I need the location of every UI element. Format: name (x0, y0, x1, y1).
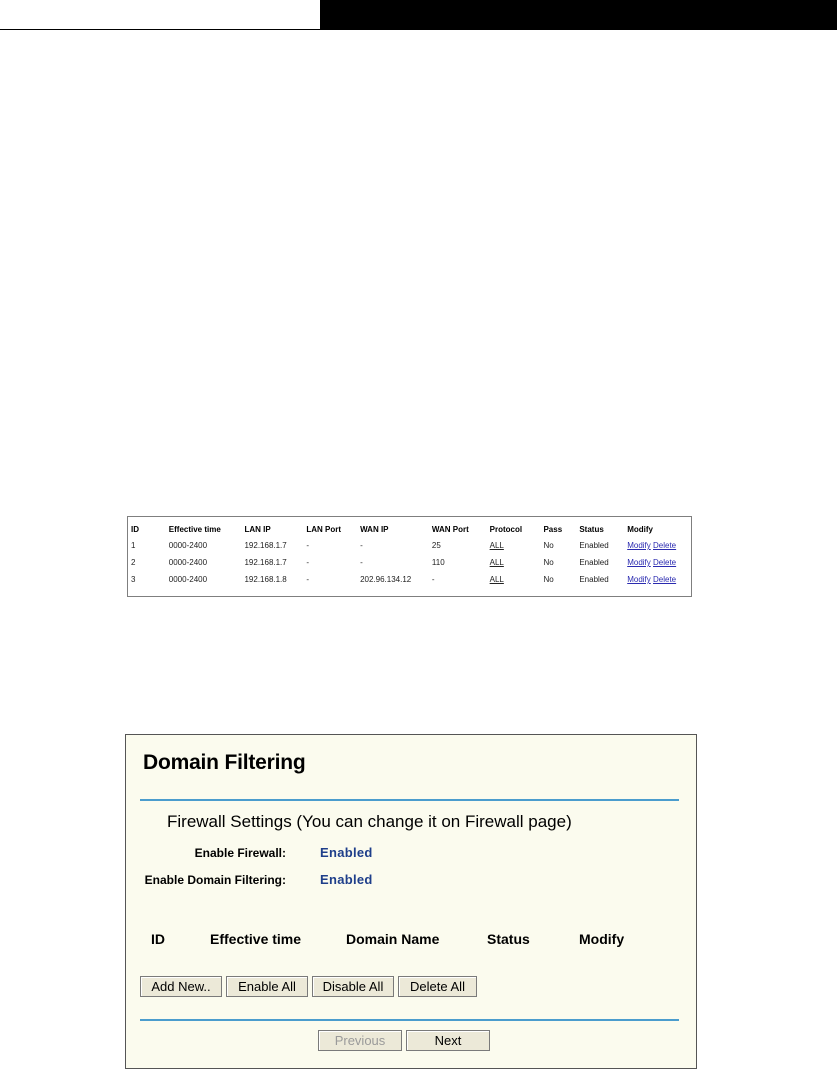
header-divider (0, 29, 837, 30)
cell-lan-ip: 192.168.1.8 (244, 575, 287, 584)
page-title: Domain Filtering (143, 751, 306, 774)
enable-domain-filtering-value: Enabled (320, 872, 373, 887)
cell-wan-port: - (431, 575, 435, 584)
top-divider (140, 799, 679, 801)
delete-link[interactable]: Delete (653, 575, 677, 584)
cell-effective-time: 0000-2400 (168, 575, 208, 584)
cell-protocol: ALL (489, 558, 504, 567)
col-header-effective-time: Effective time (168, 525, 221, 534)
modify-link[interactable]: Modify (627, 541, 651, 550)
cell-wan-port: 110 (431, 558, 445, 567)
modify-link[interactable]: Modify (627, 575, 651, 584)
table-row (131, 571, 691, 588)
cell-modify (627, 554, 691, 571)
enable-all-button[interactable]: Enable All (226, 976, 308, 997)
col-header-modify: Modify (579, 931, 625, 947)
col-header-domain-name: Domain Name (346, 931, 440, 947)
col-header-pass: Pass (543, 525, 563, 534)
section-title: Firewall Settings (You can change it on Firewall page) (167, 812, 572, 831)
col-header-effective-time: Effective time (210, 931, 302, 947)
rules-table-figure (127, 516, 692, 597)
cell-effective-time: 0000-2400 (168, 541, 208, 550)
col-header-lan-ip: LAN IP (244, 525, 271, 534)
cell-status: Enabled (579, 558, 609, 567)
cell-id: 2 (131, 558, 136, 567)
cell-pass: No (543, 541, 554, 550)
cell-protocol: ALL (489, 575, 504, 584)
col-header-status: Status (579, 525, 604, 534)
domain-filtering-panel (125, 734, 697, 1069)
delete-link[interactable]: Delete (653, 558, 677, 567)
enable-firewall-value: Enabled (320, 845, 373, 860)
cell-wan-ip: - (360, 558, 363, 567)
add-new-button[interactable]: Add New.. (140, 976, 222, 997)
enable-domain-filtering-label: Enable Domain Filtering: (144, 873, 286, 887)
col-header-status: Status (487, 931, 530, 947)
cell-pass: No (543, 558, 554, 567)
col-header-id: ID (131, 525, 139, 534)
header-bar (320, 0, 837, 29)
cell-id: 3 (131, 575, 136, 584)
cell-wan-port: 25 (431, 541, 441, 550)
table-row (131, 554, 691, 571)
cell-lan-port: - (306, 558, 309, 567)
table-row (131, 537, 691, 554)
cell-pass: No (543, 575, 554, 584)
cell-status: Enabled (579, 575, 609, 584)
cell-lan-port: - (306, 575, 309, 584)
next-button[interactable]: Next (406, 1030, 490, 1051)
delete-all-button[interactable]: Delete All (398, 976, 477, 997)
cell-status: Enabled (579, 541, 609, 550)
col-header-modify: Modify (627, 525, 653, 534)
col-header-protocol: Protocol (489, 525, 523, 534)
col-header-wan-port: WAN Port (431, 525, 469, 534)
table-header-row (131, 522, 691, 537)
previous-button[interactable]: Previous (318, 1030, 402, 1051)
col-header-wan-ip: WAN IP (360, 525, 389, 534)
enable-firewall-label: Enable Firewall: (194, 846, 286, 860)
cell-lan-ip: 192.168.1.7 (244, 541, 287, 550)
cell-protocol: ALL (489, 541, 504, 550)
cell-lan-port: - (306, 541, 309, 550)
cell-lan-ip: 192.168.1.7 (244, 558, 287, 567)
cell-wan-ip: - (360, 541, 363, 550)
disable-all-button[interactable]: Disable All (312, 976, 394, 997)
rules-table (131, 522, 691, 588)
col-header-id: ID (151, 931, 165, 947)
cell-wan-ip: 202.96.134.12 (360, 575, 412, 584)
cell-effective-time: 0000-2400 (168, 558, 208, 567)
cell-modify (627, 571, 691, 588)
delete-link[interactable]: Delete (653, 541, 677, 550)
cell-id: 1 (131, 541, 136, 550)
modify-link[interactable]: Modify (627, 558, 651, 567)
bottom-divider (140, 1019, 679, 1021)
cell-modify (627, 537, 691, 554)
col-header-lan-port: LAN Port (306, 525, 341, 534)
